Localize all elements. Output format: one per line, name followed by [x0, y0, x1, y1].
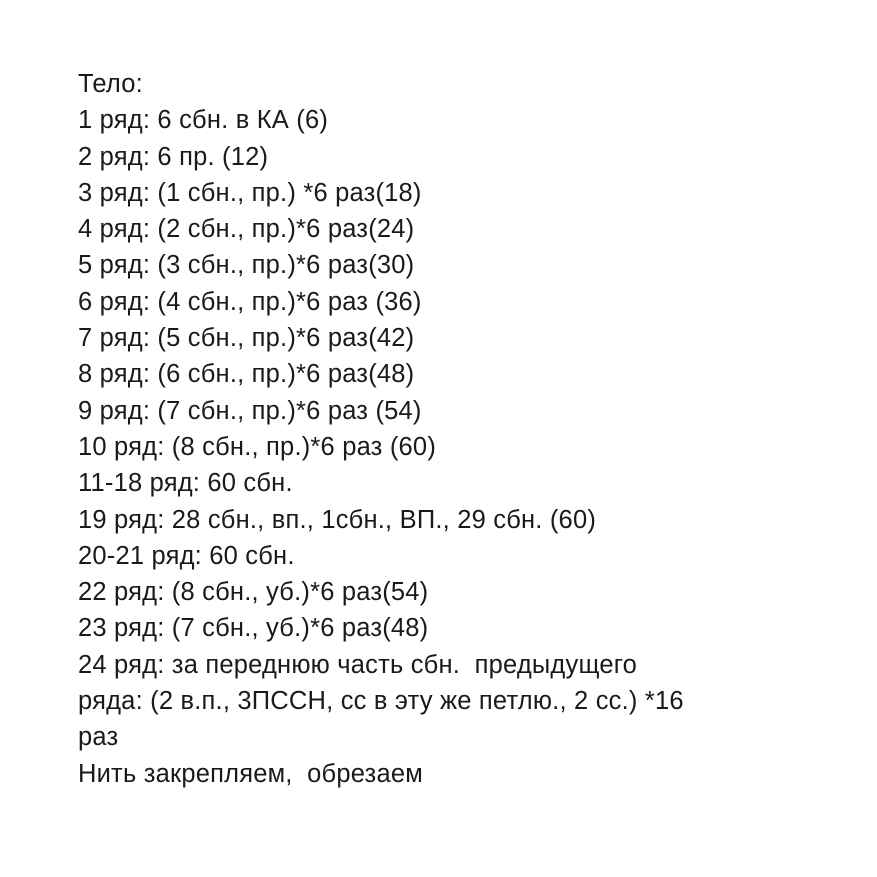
- row-line: 5 ряд: (3 сбн., пр.)*6 раз(30): [78, 251, 415, 280]
- row-line: 8 ряд: (6 сбн., пр.)*6 раз(48): [78, 360, 415, 389]
- row-24-line-1: 24 ряд: за переднюю часть сбн. предыдущего: [78, 650, 638, 679]
- row-line: 19 ряд: 28 сбн., вп., 1сбн., ВП., 29 сбн. (60): [78, 505, 597, 534]
- row-line: 1 ряд: 6 сбн. в КА (6): [78, 106, 329, 135]
- row-line: 20-21 ряд: 60 сбн.: [78, 541, 295, 570]
- row-line: 9 ряд: (7 сбн., пр.)*6 раз (54): [78, 396, 422, 425]
- row-line: 22 ряд: (8 сбн., уб.)*6 раз(54): [78, 578, 429, 607]
- row-line: 11-18 ряд: 60 сбн.: [78, 469, 293, 498]
- note-title: Тело:: [78, 70, 143, 98]
- row-line: 2 ряд: 6 пр. (12): [78, 142, 269, 171]
- row-24-line-3: раз: [78, 723, 119, 752]
- note-text: [78, 66, 838, 792]
- row-line: 4 ряд: (2 сбн., пр.)*6 раз(24): [78, 215, 415, 244]
- row-line: 3 ряд: (1 сбн., пр.) *6 раз(18): [78, 178, 422, 207]
- row-24-line-2: ряда: (2 в.п., 3ПССН, сс в эту же петлю., 2 сс.) *16: [78, 687, 684, 716]
- row-line: 23 ряд: (7 сбн., уб.)*6 раз(48): [78, 614, 429, 643]
- closing-line: Нить закрепляем, обрезаем: [78, 759, 423, 788]
- row-line: 6 ряд: (4 сбн., пр.)*6 раз (36): [78, 287, 422, 316]
- row-line: 10 ряд: (8 сбн., пр.)*6 раз (60): [78, 432, 437, 461]
- row-line: 7 ряд: (5 сбн., пр.)*6 раз(42): [78, 324, 415, 353]
